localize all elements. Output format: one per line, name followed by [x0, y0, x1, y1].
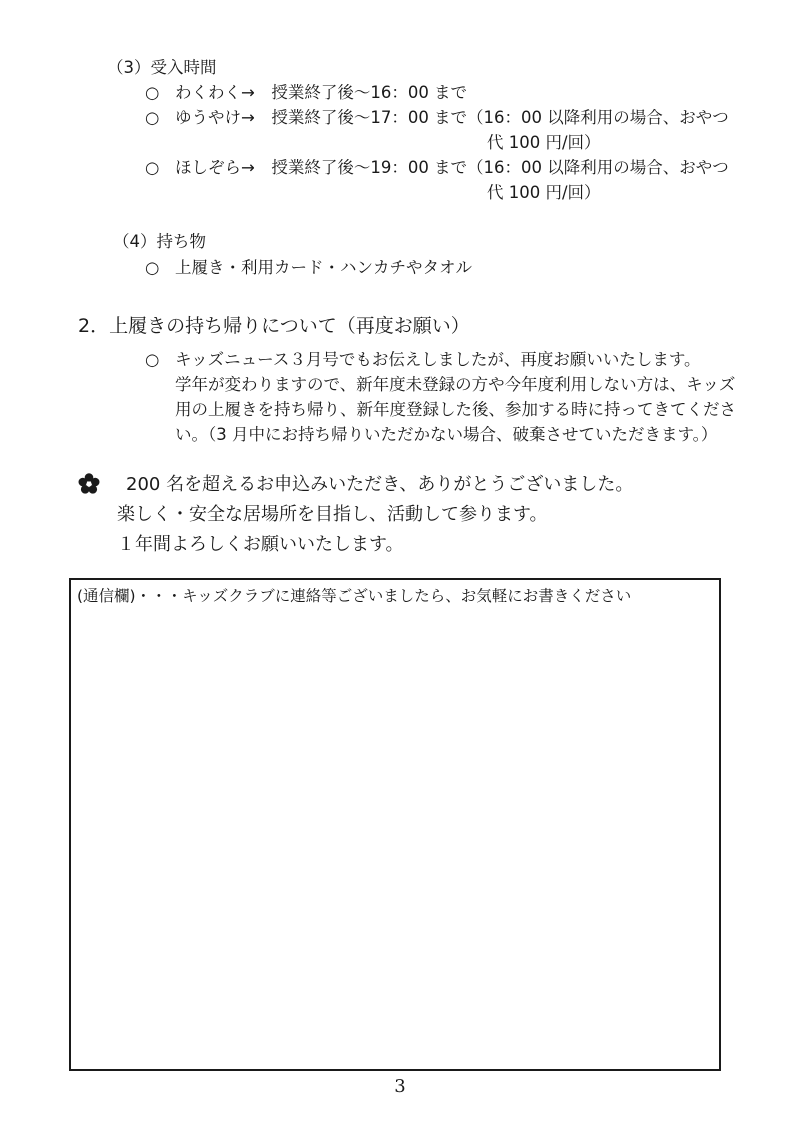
- list-item-text: わくわく→ 授業終了後～16：00 まで: [175, 83, 468, 102]
- section-heading-hours: （3）受入時間: [107, 58, 217, 77]
- circle-bullet-icon: ○: [145, 108, 160, 127]
- list-item-continuation: 代 100 円/回）: [487, 183, 601, 202]
- paragraph-line: い。（3 月中にお持ち帰りいただかない場合、破棄させていただきます。）: [175, 425, 718, 444]
- section-heading-belongings: （4）持ち物: [113, 232, 206, 251]
- flower-icon: [78, 473, 100, 495]
- circle-bullet-icon: ○: [145, 258, 160, 277]
- section-heading-indoor-shoes: 2．上履きの持ち帰りについて（再度お願い）: [78, 315, 470, 337]
- list-item: [145, 156, 729, 180]
- list-item-continuation: 代 100 円/回）: [487, 133, 601, 152]
- memo-box[interactable]: [69, 578, 721, 1071]
- paragraph-line: 用の上履きを持ち帰り、新年度登録した後、参加する時に持ってきてくださ: [175, 400, 736, 419]
- list-item-text: 上履き・利用カード・ハンカチやタオル: [175, 258, 472, 277]
- circle-bullet-icon: ○: [145, 350, 160, 369]
- list-item: [145, 106, 729, 130]
- list-item: [145, 81, 467, 105]
- list-item-text: ゆうやけ→ 授業終了後～17：00 まで（16：00 以降利用の場合、おやつ: [175, 108, 729, 127]
- message-line: 楽しく・安全な居場所を目指し、活動して参ります。: [117, 504, 548, 525]
- list-item-text: ほしぞら→ 授業終了後～19：00 まで（16：00 以降利用の場合、おやつ: [175, 158, 729, 177]
- message-line: １年間よろしくお願いいたします。: [117, 534, 404, 555]
- circle-bullet-icon: ○: [145, 83, 160, 102]
- list-item: [145, 256, 472, 280]
- paragraph-line: [145, 348, 701, 372]
- circle-bullet-icon: ○: [145, 158, 160, 177]
- message-line: 200 名を超えるお申込みいただき、ありがとうございました。: [126, 474, 634, 495]
- page-number: 3: [394, 1076, 406, 1097]
- paragraph-text: キッズニュース３月号でもお伝えしましたが、再度お願いいたします。: [175, 350, 701, 369]
- paragraph-line: 学年が変わりますので、新年度未登録の方や今年度利用しない方は、キッズ: [175, 375, 736, 394]
- memo-label: (通信欄)・・・キッズクラブに連絡等ございましたら、お気軽にお書きください: [77, 587, 632, 605]
